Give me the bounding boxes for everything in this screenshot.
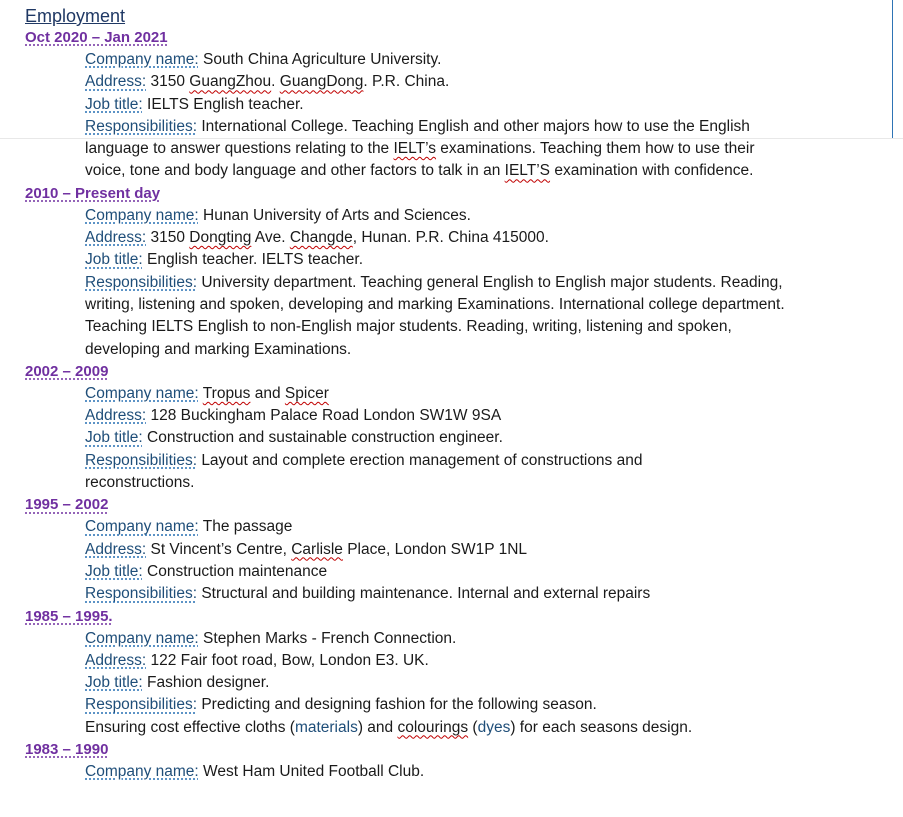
company-value: West Ham United Football Club. <box>203 763 425 781</box>
address-value: 128 Buckingham Palace Road London SW1W 9SA <box>150 407 502 425</box>
employment-entry <box>25 739 885 783</box>
document-body[interactable] <box>25 5 885 783</box>
address-line <box>85 539 885 561</box>
job-value: Construction maintenance <box>147 562 328 580</box>
address-line <box>85 650 885 672</box>
company-value: Stephen Marks - French Connection. <box>203 629 457 647</box>
address-label: Address: <box>85 540 147 558</box>
employment-entry <box>25 183 885 361</box>
address-text: , Hunan. P.R. China 415000. <box>352 229 549 247</box>
responsibilities-paragraph <box>85 450 705 495</box>
responsibilities-text: University department. Teaching general English to English major students. Reading, writing, listening and spoken, developing and marking Examinations. International college department. Teaching IELTS English to non-English major students. Reading, writing, listening and spoken, developing and marking Examinations. <box>85 273 785 358</box>
extra-text: ( <box>468 718 478 736</box>
job-line <box>85 427 885 449</box>
responsibilities-line <box>85 583 885 605</box>
spellcheck-word[interactable]: colourings <box>397 718 469 736</box>
spellcheck-word[interactable]: Carlisle <box>291 540 343 558</box>
company-label: Company name: <box>85 763 199 781</box>
entry-date: 1985 – 1995. <box>25 607 113 625</box>
address-text: 3150 <box>150 73 190 91</box>
job-line <box>85 561 885 583</box>
job-value: English teacher. IELTS teacher. <box>147 251 364 269</box>
job-line <box>85 94 885 116</box>
responsibilities-label: Responsibilities: <box>85 451 197 469</box>
job-label: Job title: <box>85 251 143 269</box>
responsibilities-text: Structural and building maintenance. Internal and external repairs <box>201 585 651 603</box>
company-line <box>85 761 885 783</box>
company-line <box>85 49 885 71</box>
address-text: St Vincent’s Centre, <box>150 540 292 558</box>
address-text: . <box>271 73 280 91</box>
address-text: . P.R. China. <box>363 73 450 91</box>
responsibilities-line <box>85 694 885 716</box>
job-label: Job title: <box>85 562 143 580</box>
address-text: Ave. <box>251 229 290 247</box>
spellcheck-word[interactable]: IELT’S <box>504 162 551 180</box>
company-line <box>85 516 885 538</box>
responsibilities-paragraph <box>85 272 785 361</box>
address-label: Address: <box>85 73 147 91</box>
address-line <box>85 227 885 249</box>
address-label: Address: <box>85 407 147 425</box>
entry-date: Oct 2020 – Jan 2021 <box>25 29 168 46</box>
company-value: The passage <box>202 518 293 536</box>
company-value: Hunan University of Arts and Sciences. <box>203 206 471 224</box>
responsibilities-text: Predicting and designing fashion for the following season. <box>201 696 597 714</box>
company-label: Company name: <box>85 206 199 224</box>
employment-entry <box>25 27 885 183</box>
address-label: Address: <box>85 651 147 669</box>
responsibilities-paragraph <box>85 116 785 183</box>
responsibilities-text: examinations. Teaching them how to use their voice, tone and body language and other factors to talk in an <box>85 140 755 180</box>
company-line <box>85 628 885 650</box>
entry-date: 2002 – 2009 <box>25 362 109 380</box>
company-value: South China Agriculture University. <box>203 51 442 68</box>
employment-entry <box>25 606 885 739</box>
extra-term: dyes <box>477 718 511 736</box>
spellcheck-word[interactable]: Dongting <box>189 229 252 247</box>
entry-date: 1995 – 2002 <box>25 496 109 514</box>
spellcheck-word[interactable]: Changde <box>289 229 353 247</box>
extra-text: ) for each seasons design. <box>510 718 693 736</box>
responsibilities-extra-line <box>85 717 885 739</box>
responsibilities-text: International College. Teaching English and other majors how to use the English language to answer questions relating to the <box>85 117 750 158</box>
responsibilities-label: Responsibilities: <box>85 585 197 603</box>
job-line <box>85 249 885 271</box>
extra-text: Ensuring cost effective cloths ( <box>85 718 295 736</box>
spellcheck-word[interactable]: GuangZhou <box>189 73 272 91</box>
section-heading: Employment <box>25 6 126 26</box>
spellcheck-word[interactable]: Spicer <box>284 384 329 402</box>
spellcheck-word[interactable]: GuangDong <box>279 73 364 91</box>
address-label: Address: <box>85 229 147 247</box>
extra-text: ) and <box>357 718 398 736</box>
responsibilities-label: Responsibilities: <box>85 273 197 291</box>
employment-entry <box>25 361 885 494</box>
employment-entry <box>25 494 885 605</box>
company-line <box>85 205 885 227</box>
extra-term: materials <box>294 718 358 736</box>
entry-date: 2010 – Present day <box>25 184 161 202</box>
responsibilities-label: Responsibilities: <box>85 696 197 714</box>
company-label: Company name: <box>85 384 199 402</box>
address-line <box>85 71 885 93</box>
job-value: IELTS English teacher. <box>147 95 304 113</box>
job-label: Job title: <box>85 95 143 113</box>
company-value: and <box>250 384 285 402</box>
address-text: 3150 <box>150 229 190 247</box>
job-value: Construction and sustainable construction engineer. <box>147 429 503 447</box>
spellcheck-word[interactable]: IELT’s <box>393 140 436 158</box>
job-line <box>85 672 885 694</box>
page-edge-line <box>892 0 893 138</box>
responsibilities-text: examination with confidence. <box>550 162 754 180</box>
responsibilities-text: Layout and complete erection management of constructions and reconstructions. <box>85 451 643 492</box>
job-label: Job title: <box>85 429 143 447</box>
company-label: Company name: <box>85 51 199 68</box>
company-label: Company name: <box>85 629 199 647</box>
company-label: Company name: <box>85 518 199 536</box>
address-text: Place, London SW1P 1NL <box>342 540 528 558</box>
job-label: Job title: <box>85 674 143 692</box>
entry-date: 1983 – 1990 <box>25 741 109 759</box>
job-value: Fashion designer. <box>147 674 270 692</box>
responsibilities-label: Responsibilities: <box>85 117 197 135</box>
spellcheck-word[interactable]: Tropus <box>202 384 251 402</box>
address-line <box>85 405 885 427</box>
address-value: 122 Fair foot road, Bow, London E3. UK. <box>150 651 429 669</box>
company-line <box>85 383 885 405</box>
